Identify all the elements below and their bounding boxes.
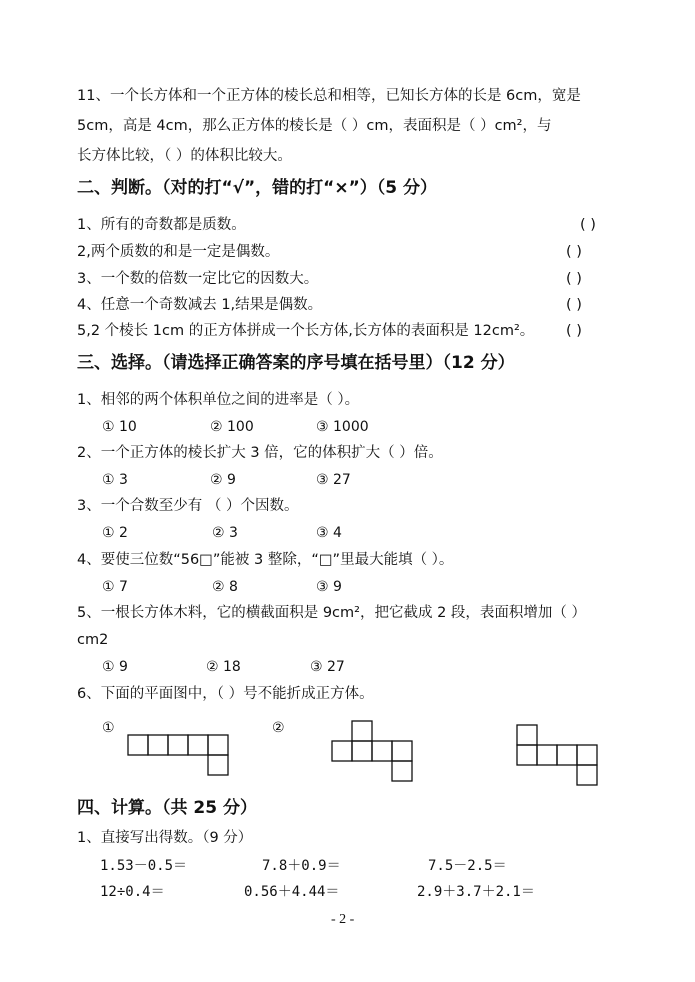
q11-line-1: 11、一个长方体和一个正方体的棱长总和相等，已知长方体的长是 6cm，宽是 (77, 88, 581, 104)
calc-item-4: 12÷0.4＝ (100, 884, 165, 900)
net-2-square (332, 741, 352, 761)
net-1-square (208, 735, 228, 755)
choice-q1-option-2: ② 100 (210, 419, 254, 435)
net-1-square (168, 735, 188, 755)
cube-net-1 (127, 734, 231, 778)
judge-answer-5[interactable]: ( ) (566, 323, 582, 339)
calc-item-2: 7.8＋0.9＝ (262, 858, 341, 874)
judge-item-4: 4、任意一个奇数减去 1,结果是偶数。 (77, 297, 323, 313)
choice-q5-unit: cm2 (77, 632, 109, 648)
judge-item-1: 1、所有的奇数都是质数。 (77, 217, 246, 233)
choice-q4-option-2: ② 8 (212, 579, 238, 595)
calc-item-5: 0.56＋4.44＝ (244, 884, 340, 900)
net-2-square (352, 741, 372, 761)
choice-q4: 4、要使三位数“56□”能被 3 整除，“□”里最大能填（ ）。 (77, 552, 454, 568)
choice-q5-option-3: ③ 27 (310, 659, 345, 675)
page-number: - 2 - (331, 912, 355, 927)
choice-q3-option-2: ② 3 (212, 525, 238, 541)
judge-item-2: 2,两个质数的和是一定是偶数。 (77, 244, 280, 260)
q11-line-2: 5cm，高是 4cm，那么正方体的棱长是（ ）cm，表面积是（ ）cm²，与 (77, 118, 552, 134)
cube-net-2 (331, 720, 417, 784)
calc-item-6: 2.9＋3.7＋2.1＝ (417, 884, 535, 900)
choice-q2-option-1: ① 3 (102, 472, 128, 488)
net-2-square (392, 761, 412, 781)
net-3-square (577, 765, 597, 785)
choice-q6: 6、下面的平面图中，（ ）号不能折成正方体。 (77, 686, 374, 702)
section-2-heading: 二、判断。（对的打“√”，错的打“×”）（5 分） (77, 178, 438, 198)
choice-q1-option-3: ③ 1000 (316, 419, 369, 435)
net-1-square (208, 755, 228, 775)
net-2-square (372, 741, 392, 761)
q11-line-3: 长方体比较，（ ）的体积比较大。 (77, 148, 292, 164)
calc-item-3: 7.5－2.5＝ (428, 858, 507, 874)
net-label-1: ① (102, 720, 115, 736)
choice-q1: 1、相邻的两个体积单位之间的进率是（ ）。 (77, 392, 360, 408)
section-4-heading: 四、计算。（共 25 分） (77, 798, 257, 818)
choice-q3-option-1: ① 2 (102, 525, 128, 541)
choice-q5-option-1: ① 9 (102, 659, 128, 675)
choice-q2: 2、一个正方体的棱长扩大 3 倍，它的体积扩大（ ）倍。 (77, 445, 443, 461)
net-1-square (148, 735, 168, 755)
judge-answer-4[interactable]: ( ) (566, 297, 582, 313)
calc-subheading: 1、直接写出得数。（9 分） (77, 830, 253, 846)
net-3-square (537, 745, 557, 765)
net-3-square (577, 745, 597, 765)
net-2-square (392, 741, 412, 761)
choice-q2-option-2: ② 9 (210, 472, 236, 488)
net-2-square (352, 721, 372, 741)
choice-q5: 5、一根长方体木料，它的横截面积是 9cm²，把它截成 2 段，表面积增加（ ） (77, 605, 587, 621)
choice-q1-option-1: ① 10 (102, 419, 137, 435)
choice-q2-option-3: ③ 27 (316, 472, 351, 488)
net-3-square (557, 745, 577, 765)
net-label-2: ② (272, 720, 285, 736)
net-3-square (517, 725, 537, 745)
judge-item-5: 5,2 个棱长 1cm 的正方体拼成一个长方体,长方体的表面积是 12cm²。 (77, 323, 535, 339)
net-1-square (188, 735, 208, 755)
cube-net-3 (516, 724, 602, 788)
choice-q5-option-2: ② 18 (206, 659, 241, 675)
choice-q3: 3、一个合数至少有 （ ）个因数。 (77, 498, 299, 514)
judge-answer-3[interactable]: ( ) (566, 271, 582, 287)
calc-item-1: 1.53－0.5＝ (100, 858, 188, 874)
net-3-square (517, 745, 537, 765)
net-1-square (128, 735, 148, 755)
judge-answer-1[interactable]: ( ) (580, 217, 596, 233)
choice-q4-option-1: ① 7 (102, 579, 128, 595)
judge-item-3: 3、一个数的倍数一定比它的因数大。 (77, 271, 319, 287)
section-3-heading: 三、选择。（请选择正确答案的序号填在括号里）（12 分） (77, 353, 515, 373)
choice-q4-option-3: ③ 9 (316, 579, 342, 595)
choice-q3-option-3: ③ 4 (316, 525, 342, 541)
judge-answer-2[interactable]: ( ) (566, 244, 582, 260)
